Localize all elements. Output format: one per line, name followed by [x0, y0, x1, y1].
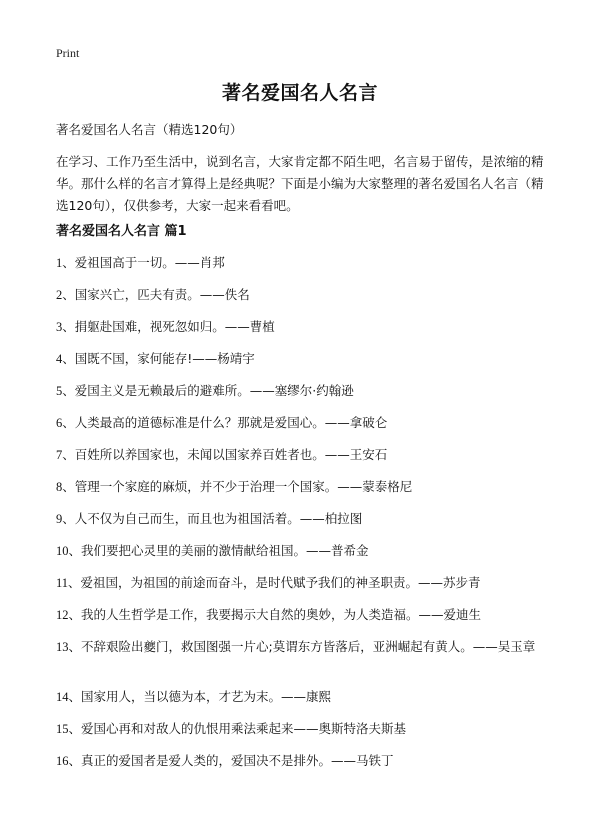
quote-text: 、人类最高的道德标准是什么？那就是爱国心。——拿破仑 [62, 415, 388, 430]
quote-number: 9 [56, 512, 63, 526]
quote-text: 、真正的爱国者是爱人类的，爱国决不是排外。——马铁丁 [68, 753, 394, 768]
quote-number: 1 [56, 256, 63, 270]
quote-item [56, 574, 556, 592]
quote-number: 10 [56, 544, 69, 558]
quote-text: 、国家兴亡，匹夫有责。——佚名 [62, 287, 250, 302]
quote-number: 6 [56, 416, 63, 430]
quote-item [56, 638, 556, 674]
quote-number: 7 [56, 448, 63, 462]
quote-list [56, 240, 556, 770]
quote-number: 15 [56, 722, 69, 736]
print-link[interactable]: Print [56, 46, 80, 60]
quote-item [56, 414, 556, 432]
quote-text: 、爱国主义是无赖最后的避难所。——塞缪尔·约翰逊 [62, 383, 354, 398]
quote-number: 3 [56, 320, 63, 334]
quote-number: 8 [56, 480, 63, 494]
quote-text: 、我的人生哲学是工作，我要揭示大自然的奥妙，为人类造福。——爱迪生 [68, 607, 482, 622]
quote-number: 2 [56, 288, 63, 302]
quote-item [56, 318, 556, 336]
quote-text: 、管理一个家庭的麻烦，并不少于治理一个国家。——蒙泰格尼 [62, 479, 413, 494]
quote-number: 16 [56, 754, 69, 768]
quote-item [56, 446, 556, 464]
quote-number: 14 [56, 690, 69, 704]
quote-text: 、国既不国，家何能存!——杨靖宇 [62, 351, 255, 366]
quote-number: 12 [56, 608, 69, 622]
quote-item [56, 720, 556, 738]
quote-item [56, 542, 556, 560]
quote-text: 、不辞艰险出夔门，救国图强一片心;莫谓东方皆落后，亚洲崛起有黄人。——吴玉章 [68, 639, 536, 654]
quote-item [56, 606, 556, 624]
quote-item [56, 752, 556, 770]
section-heading: 著名爱国名人名言 篇1 [56, 224, 187, 239]
quote-item [56, 350, 556, 368]
quote-item [56, 478, 556, 496]
quote-text: 、爱祖国高于一切。——肖邦 [62, 255, 225, 270]
quote-number: 13 [56, 640, 69, 654]
quote-number: 11 [56, 576, 69, 590]
quote-text: 、捐躯赴国难，视死忽如归。——曹植 [62, 319, 275, 334]
intro-paragraph: 在学习、工作乃至生活中，说到名言，大家肯定都不陌生吧，名言易于留传，是浓缩的精华。那什么样的名言才算得上是经典呢？下面是小编为大家整理的著名爱国名人名言（精选120句），仅供参考，大家一起来看看吧。 [56, 154, 544, 213]
quote-text: 、我们要把心灵里的美丽的激情献给祖国。——普希金 [68, 543, 369, 558]
quote-item [56, 286, 556, 304]
quote-item [56, 254, 556, 272]
document-subtitle: 著名爱国名人名言（精选120句） [56, 122, 243, 137]
quote-number: 4 [56, 352, 63, 366]
quote-text: 、百姓所以养国家也，未闻以国家养百姓者也。——王安石 [62, 447, 388, 462]
quote-text: 、爱祖国，为祖国的前途而奋斗，是时代赋予我们的神圣职责。——苏步青 [68, 575, 481, 590]
quote-text: 、爱国心再和对敌人的仇恨用乘法乘起来——奥斯特洛夫斯基 [68, 721, 407, 736]
page-title: 著名爱国名人名言 [221, 82, 378, 104]
quote-item [56, 510, 556, 528]
quote-text: 、人不仅为自己而生，而且也为祖国活着。——柏拉图 [62, 511, 363, 526]
quote-item [56, 382, 556, 400]
quote-text: 、国家用人，当以德为本，才艺为末。——康熙 [68, 689, 332, 704]
quote-item [56, 688, 556, 706]
quote-number: 5 [56, 384, 63, 398]
